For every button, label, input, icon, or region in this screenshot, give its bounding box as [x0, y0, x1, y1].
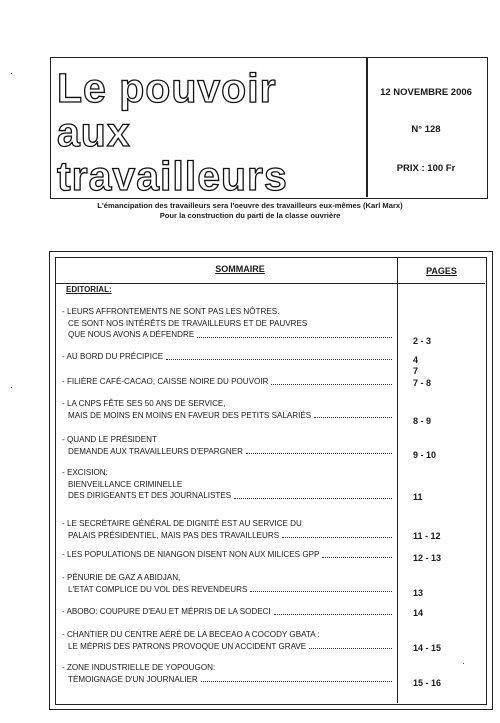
scan-speck: · [10, 382, 13, 392]
toc-entry-line: - FILIÈRE CAFÉ-CACAO, CAISSE NOIRE DU POUVOIR [62, 376, 394, 388]
toc-entry [62, 434, 394, 457]
toc-entry-line: - PÉNURIE DE GAZ A ABIDJAN, [62, 573, 181, 582]
toc-page-number: 7 [413, 366, 419, 376]
title-line: travailleurs [57, 153, 288, 199]
toc-entry-line: TÉMOIGNAGE D'UN JOURNALIER [62, 674, 394, 686]
toc-page-number: 15 - 16 [413, 678, 442, 688]
toc-page-number: 14 [413, 608, 424, 618]
toc-entry-line: - LEURS AFFRONTEMENTS NE SONT PAS LES NÔTRES. [62, 307, 280, 316]
toc-entry [62, 398, 394, 421]
toc-entry-line: L'ETAT COMPLICE DU VOL DES REVENDEURS [62, 584, 394, 596]
toc-page-number: 14 - 15 [413, 643, 442, 653]
newspaper-title [57, 66, 288, 198]
toc-entry-line: - QUAND LE PRÉSIDENT [62, 435, 157, 444]
toc-entry [62, 306, 394, 341]
title-line: aux [57, 109, 131, 155]
toc-entry-line: MAIS DE MOINS EN MOINS EN FAVEUR DES PETITS SALARIÉS [62, 410, 394, 422]
toc-page-number: 7 - 8 [413, 378, 432, 388]
toc-entry-line: - EXCISION: [62, 468, 108, 477]
toc-page-number: 9 - 10 [413, 450, 437, 460]
toc-entry [62, 518, 394, 541]
toc-entry [62, 662, 394, 685]
toc-entry-line: BIENVEILLANCE CRIMINELLE [68, 479, 183, 489]
toc-entry-line: LE MÉPRIS DES PATRONS PROVOQUE UN ACCIDENT GRAVE [62, 641, 394, 653]
masthead-divider [366, 57, 368, 197]
toc-entry-line: DES DIRIGEANTS ET DES JOURNALISTES [62, 490, 394, 502]
toc-header-divider [55, 283, 485, 284]
toc-entry-line: - ZONE INDUSTRIELLE DE YOPOUGON: [62, 663, 216, 672]
scan-speck: · [10, 68, 13, 78]
toc-entry [62, 606, 394, 618]
toc-entry [62, 629, 394, 652]
toc-entry-line: CE SONT NOS INTÉRÊTS DE TRAVAILLEURS ET DE PAUVRES [68, 318, 308, 328]
toc-entry-line: - LES POPULATIONS DE NIANGON DISENT NON AUX MILICES GPP [62, 549, 394, 561]
pages-heading: PAGES [426, 266, 457, 276]
toc-entry-line: - ABOBO: COUPURE D'EAU ET MÉPRIS DE LA SODECI [62, 606, 394, 618]
issue-number: N° 128 [411, 124, 441, 135]
toc-page-number: 8 - 9 [413, 416, 432, 426]
scan-speck: · [462, 658, 465, 668]
toc-entry-line: QUE NOUS AVONS A DÉFENDRE [62, 329, 394, 341]
toc-entry-line: - AU BORD DU PRÉCIPICE [62, 351, 394, 363]
toc-entry [62, 351, 394, 363]
toc-entry-line: - LE SECRÉTAIRE GÉNÉRAL DE DIGNITÉ EST AU SERVICE DU [62, 519, 302, 528]
tagline-subtitle: Pour la construction du parti de la classe ouvrière [159, 211, 341, 220]
toc-entry [62, 376, 394, 388]
toc-page-number: 11 [413, 492, 423, 502]
editorial-label: EDITORIAL: [66, 285, 112, 294]
toc-page-number: 4 [413, 355, 419, 365]
toc-page-number: 13 [413, 588, 424, 598]
title-line: Le pouvoir [57, 65, 277, 111]
toc-entry [62, 467, 394, 502]
toc-page-number: 2 - 3 [413, 336, 432, 346]
toc-page-number: 11 - 12 [413, 531, 441, 541]
toc-entry-line: - CHANTIER DU CENTRE AÉRÉ DE LA BECEAO A COCODY GBATA : [62, 630, 320, 639]
toc-entry-line: - LA CNPS FÊTE SES 50 ANS DE SERVICE, [62, 399, 226, 408]
tagline-quote: L'émancipation des travailleurs sera l'oeuvre des travailleurs eux-mêmes (Karl Marx) [97, 201, 403, 210]
toc-entry-line: DEMANDE AUX TRAVAILLEURS D'EPARGNER [62, 446, 394, 458]
toc-column-divider [397, 257, 398, 703]
toc-entry [62, 549, 394, 561]
toc-heading: SOMMAIRE [215, 264, 265, 274]
issue-price: PRIX : 100 Fr [396, 163, 456, 174]
issue-date: 12 NOVEMBRE 2006 [380, 87, 472, 98]
toc-entry [62, 572, 394, 595]
toc-entry-line: PALAIS PRÉSIDENTIEL, MAIS PAS DES TRAVAILLEURS [62, 530, 394, 542]
toc-page-number: 12 - 13 [413, 553, 442, 563]
